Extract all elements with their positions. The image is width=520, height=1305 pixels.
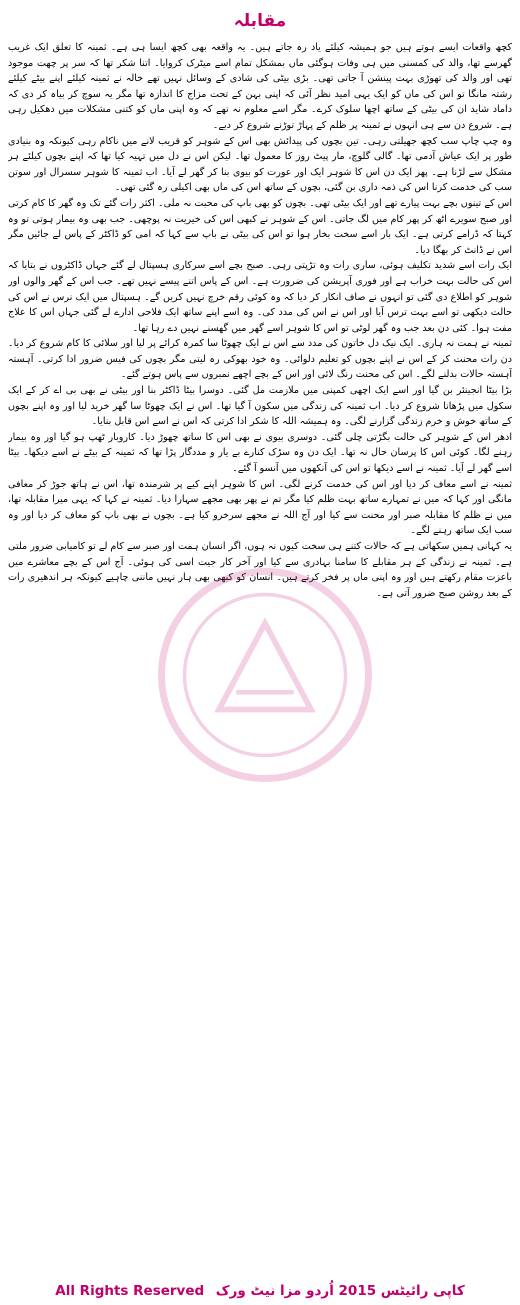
- footer: [0, 1280, 520, 1299]
- article-paragraph: بڑا بیٹا انجینئر بن گیا اور اسے ایک اچھی کمپنی میں ملازمت مل گئی۔ دوسرا بیٹا ڈاکٹر بنا اور بیٹی نے بھی بی اے کر کے ایک سکول میں پڑھانا شروع کر دیا۔ اب ثمینہ کی زندگی میں سکون آ گیا تھا۔ اس نے ایک چھوٹا سا گھر خرید لیا اور وہ اپنے بچوں کے ساتھ خوش و خرم زندگی گزارنے لگی۔ وہ ہمیشہ اللہ کا شکر ادا کرتی کہ اس نے اسے اس قابل بنایا۔: [8, 385, 512, 428]
- article-paragraph: کچھ واقعات ایسے ہوتے ہیں جو ہمیشہ کیلئے یاد رہ جاتے ہیں۔ یہ واقعہ بھی کچھ ایسا ہی ہے۔ ثمینہ کا تعلق ایک غریب گھرسے تھا، والد کی کمسنی میں ہی وفات ہوگئی ماں بمشکل تمام اسے میٹرک کروایا۔ اتنا شکر تھا کہ سر پر چھت موجود تھی اور والد کی تھوڑی بہت پینشن آ جاتی تھی۔ بڑی بیٹی کی شادی کے وسائل نہیں تھے خالہ نے ثمینہ کیلئے اپنے بیٹے کیلئے رشتہ مانگا تو اس کی ماں کو ایک یہی امید نظر آئی کہ اپنی بہن کے تحت مزاج کا اندازہ تھا مگر یہ سوچ کر بیاہ کر دی کہ داماد شاید ان کی بیٹی کے ساتھ اچھا سلوک کرے۔ مگر اسے معلوم نہ تھے کہ وہ اپنی ماں کو کتنی مشکلات میں دھکیل رہی ہے۔ شروع دن سے ہی انہوں نے ثمینہ پر ظلم کے پہاڑ توڑنے شروع کر دیے۔: [8, 42, 512, 131]
- copyright-text: کاپی رائیٹس 2015 اُردو مزا نیٹ ورک: [215, 1283, 465, 1299]
- article-paragraph: ایک رات اسے شدید تکلیف ہوئی، ساری رات وہ تڑپتی رہی۔ صبح بچے اسے سرکاری ہسپتال لے گئے جہاں ڈاکٹروں نے بتایا کہ اس کی حالت بہت خراب ہے اور فوری آپریشن کی ضرورت ہے۔ اس کے پاس اتنے پیسے نہیں تھے۔ جب اس کے گھر والوں اور شوہر کو اطلاع دی گئی تو انہوں نے صاف انکار کر دیا کہ وہ کوئی رقم خرچ نہیں کریں گے۔ ہسپتال میں ایک نرس نے اس کی حالت دیکھی تو اسے بہت ترس آیا اور اس نے اس کی مدد کی۔ وہ اسے اپنے ساتھ ایک فلاحی ادارے لے گئی جہاں اس کا علاج مفت ہوا۔ کئی دن بعد جب وہ گھر لوٹی تو اس کا شوہر اسے گھر میں گھسنے نہیں دے رہا تھا۔: [8, 260, 512, 334]
- watermark-logo-icon: [150, 560, 380, 790]
- article-title: مقابلہ: [233, 11, 287, 31]
- article-paragraph: اس کے تینوں بچے بہت پیارے تھے اور ایک بیٹی تھی۔ بچوں کو بھی باپ کی محبت نہ ملی۔ اکثر رات گئے تک وہ گھر کا کام کرتی اور صبح سویرے اٹھ کر پھر کام میں لگ جاتی۔ اس کے شوہر نے کبھی اس کی خیریت نہ پوچھی۔ جب بھی وہ بیمار ہوتی تو وہ کہتا کہ ڈرامے کرتی ہے۔ ایک بار اسے سخت بخار ہوا تو اس کی بیٹی نے باپ سے کہا کہ امی کو ڈاکٹر کے پاس لے جائیں مگر اس نے ڈانٹ کر بھگا دیا۔: [8, 197, 512, 256]
- article-paragraph: یہ کہانی ہمیں سکھاتی ہے کہ حالات کتنے ہی سخت کیوں نہ ہوں، اگر انسان ہمت اور صبر سے کام لے تو کامیابی ضرور ملتی ہے۔ ثمینہ نے زندگی کے ہر مقابلے کا سامنا بہادری سے کیا اور آخر کار جیت اسی کی ہوئی۔ آج اس کے بچے معاشرے میں باعزت مقام رکھتے ہیں اور وہ اپنی ماں پر فخر کرتے ہیں۔ انسان کو کبھی بھی ہار نہیں ماننی چاہیے کیونکہ ہر اندھیری رات کے بعد روشن صبح ضرور آتی ہے۔: [8, 541, 512, 599]
- article-paragraph: ثمینہ نے اسے معاف کر دیا اور اس کی خدمت کرنے لگی۔ اس کا شوہر اپنے کیے پر شرمندہ تھا، اس نے ہاتھ جوڑ کر معافی مانگی اور کہا کہ میں نے تمہارے ساتھ بہت ظلم کیا مگر تم نے پھر بھی مجھے سہارا دیا۔ ثمینہ نے کہا کہ یہی میرا مقابلہ تھا، میں نے ظلم کا مقابلہ صبر اور محنت سے کیا اور آج اللہ نے مجھے سرخرو کیا ہے۔ بچوں نے بھی باپ کو معاف کر دیا اور وہ سب ایک ساتھ رہنے لگے۔: [8, 478, 512, 537]
- article-paragraph: ادھر اس کے شوہر کی حالت بگڑتی چلی گئی۔ دوسری بیوی نے بھی اس کا ساتھ چھوڑ دیا۔ کاروبار ٹھپ ہو گیا اور وہ بیمار رہنے لگا۔ کوئی اس کا پرسان حال نہ تھا۔ ایک دن وہ سڑک کنارے بے یار و مددگار پڑا تھا کہ ثمینہ کے بیٹے نے اسے دیکھا۔ بیٹا اسے گھر لے آیا۔ ثمینہ نے اسے دیکھا تو اس کی آنکھوں میں آنسو آ گئے۔: [8, 431, 512, 475]
- article-paragraph: وہ چپ چاپ سب کچھ جھیلتی رہی۔ تین بچوں کی پیدائش بھی اس کے شوہر کو قریب لانے میں ناکام رہی کیونکہ وہ بنیادی طور پر ایک عیاش آدمی تھا۔ گالی گلوچ، مار پیٹ روز کا معمول تھا۔ لیکن اس نے دل میں تہیہ کیا تھا کہ اپنے بچوں کیلئے ہر مشکل سے لڑنا ہے۔ پھر ایک دن اس کا شوہر ایک اور عورت کو بیوی بنا کر گھر لے آیا۔ اب ثمینہ کا شوہر سسرال اور سوتن سب کی خدمت کرنا اس کی ذمہ داری بن گئی، بچوں کے ساتھ اس کی ماں بھی اکیلی رہ گئی تھی۔: [8, 135, 512, 194]
- article-paragraph: ثمینہ نے ہمت نہ ہاری۔ ایک نیک دل خاتون کی مدد سے اس نے ایک چھوٹا سا کمرہ کرائے پر لیا اور سلائی کا کام شروع کر دیا۔ دن رات محنت کر کے اس نے اپنے بچوں کو تعلیم دلوائی۔ وہ خود بھوکی رہ لیتی مگر بچوں کی فیس ضرور ادا کرتی۔ آہستہ آہستہ حالات بدلنے لگے۔ اس کی محنت رنگ لائی اور اس کے بچے اچھے نمبروں سے پاس ہوتے گئے۔: [8, 338, 512, 381]
- rights-text: All Rights Reserved: [55, 1283, 205, 1299]
